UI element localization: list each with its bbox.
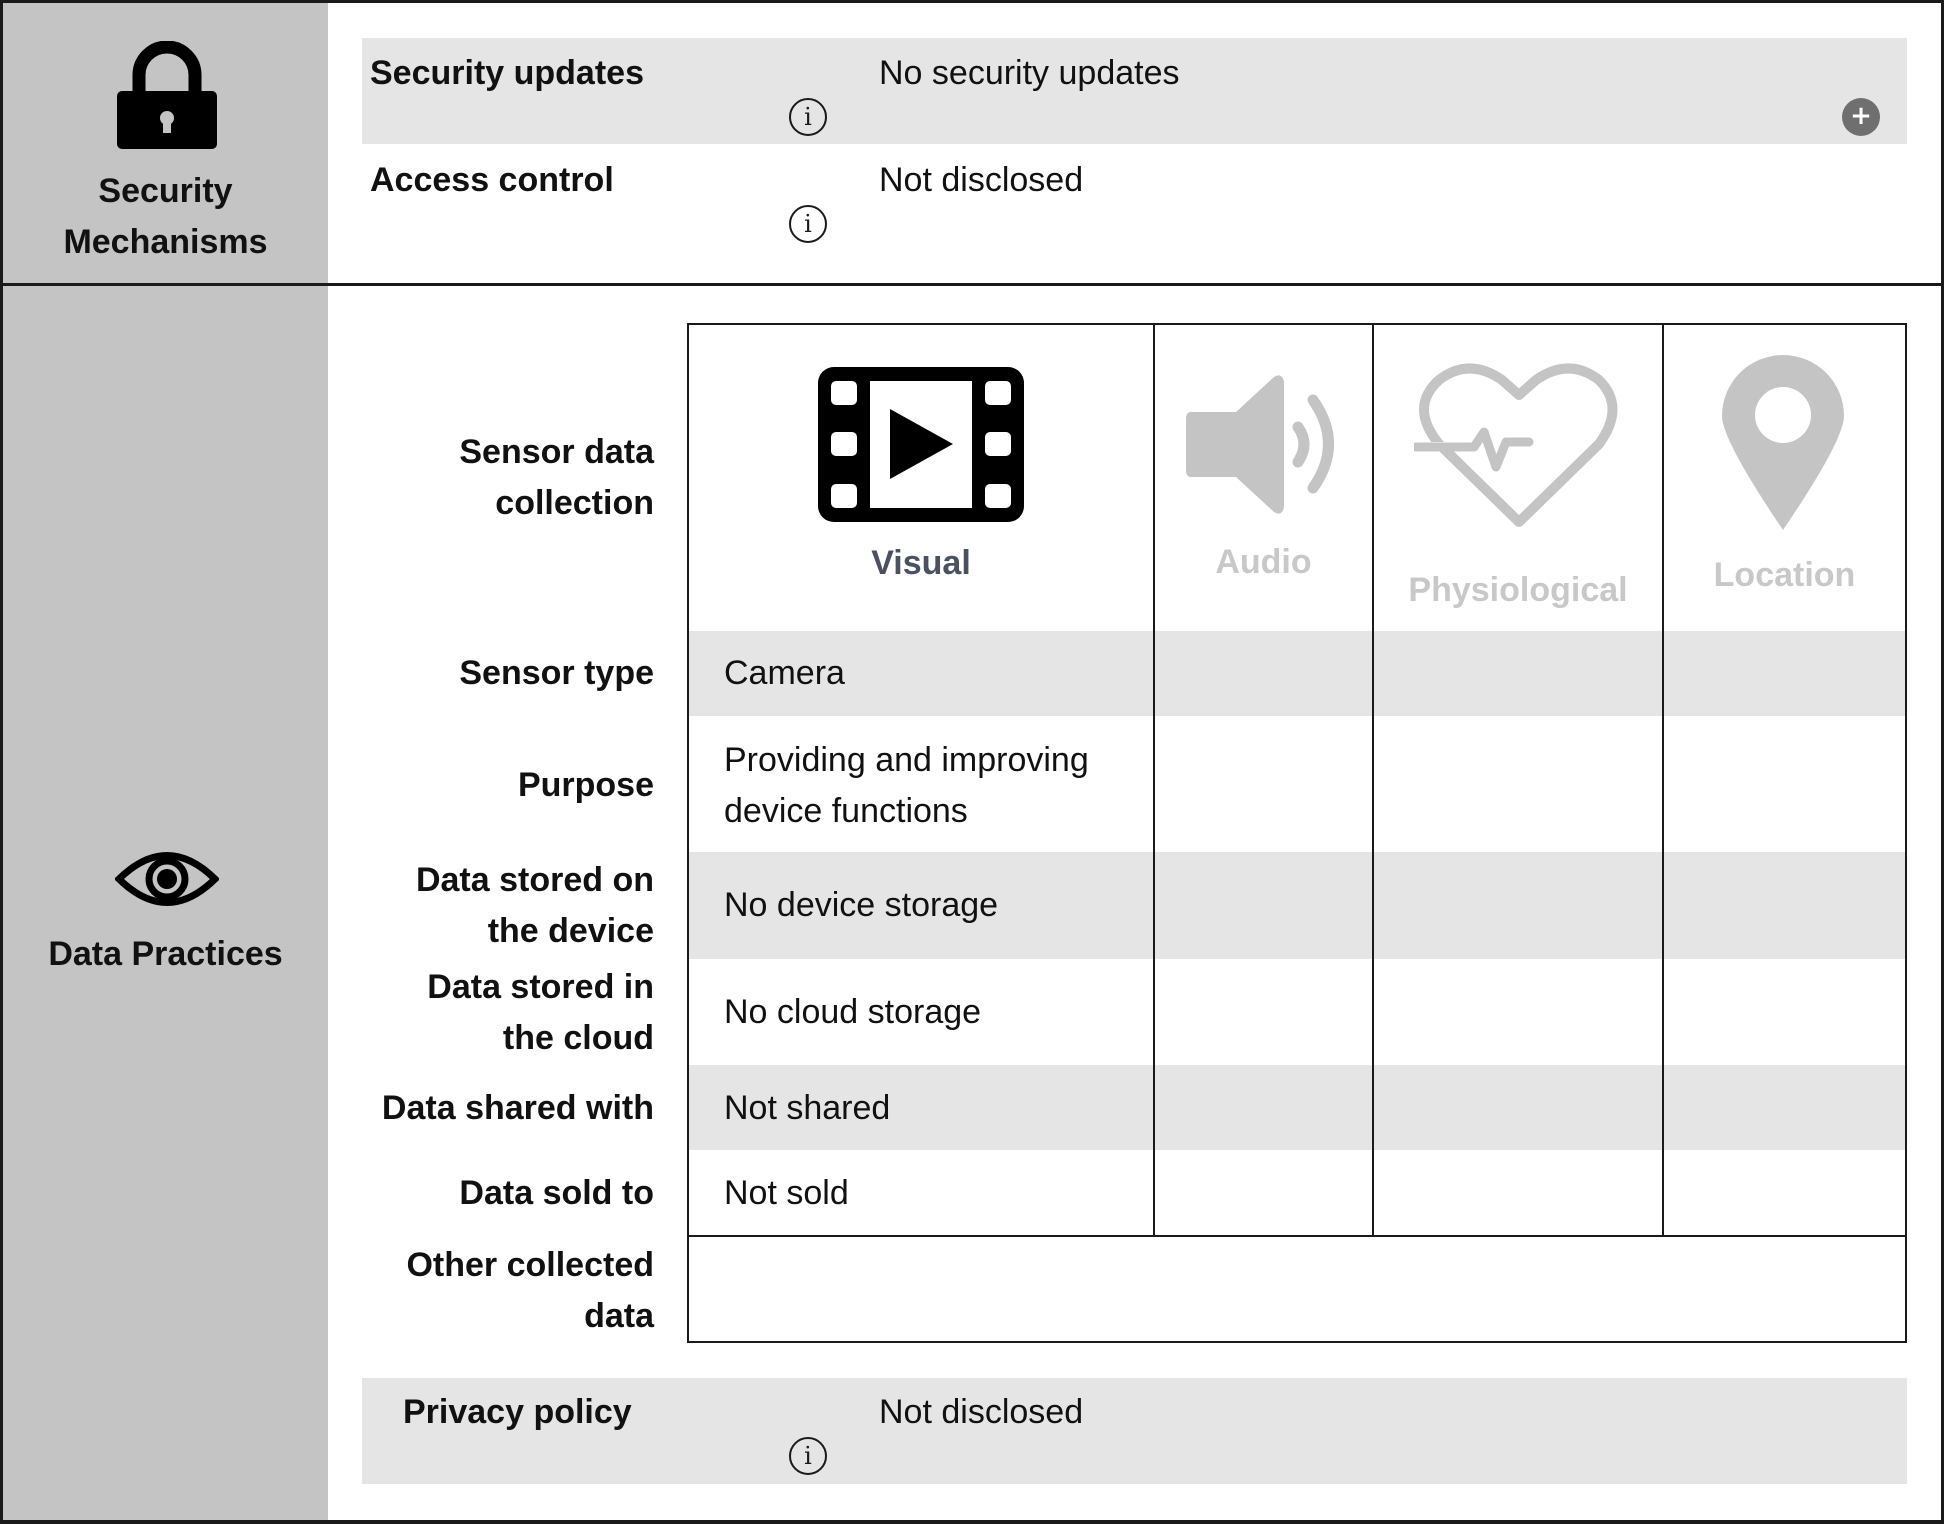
security-mechanisms-title: Security Mechanisms [63, 172, 268, 261]
visual-sensor-type-value: Camera [724, 654, 845, 692]
speaker-icon [1186, 372, 1341, 517]
data-sold-to-label: Data sold to [459, 1174, 654, 1212]
location-pin-icon [1722, 355, 1844, 530]
data-practices-sidebar [3, 286, 328, 1520]
sensor-data-collection-label: Sensor data collection [459, 433, 654, 522]
audio-category-label: Audio [1215, 543, 1312, 581]
lock-icon [115, 41, 219, 151]
privacy-policy-label: Privacy policy [403, 1393, 632, 1431]
eye-icon [115, 844, 219, 914]
film-play-icon [818, 367, 1024, 522]
data-practices-title: Data Practices [48, 935, 283, 973]
physiological-category-label: Physiological [1408, 571, 1628, 609]
visual-stored-device-value: No device storage [724, 886, 999, 924]
table-column-divider [1372, 325, 1374, 1237]
sensor-type-label: Sensor type [459, 654, 654, 692]
security-mechanisms-sidebar [3, 3, 328, 283]
heart-pulse-icon [1414, 362, 1624, 527]
visual-sold-to-value: Not sold [724, 1174, 849, 1212]
visual-stored-cloud-value: No cloud storage [724, 993, 982, 1031]
access-control-label: Access control [370, 161, 614, 199]
security-updates-value: No security updates [879, 54, 1180, 92]
security-updates-label: Security updates [370, 54, 644, 92]
data-shared-with-label: Data shared with [381, 1089, 654, 1127]
table-column-divider [1153, 325, 1155, 1237]
access-control-value: Not disclosed [879, 161, 1084, 199]
table-column-divider [1662, 325, 1664, 1237]
table-row-divider [689, 1235, 1905, 1237]
visual-purpose-value: Providing and improving device functions [724, 741, 1089, 830]
visual-category-label: Visual [871, 544, 971, 582]
data-stored-cloud-label: Data stored in the cloud [427, 968, 654, 1057]
security-updates-info-icon[interactable]: i [789, 98, 827, 136]
access-control-info-icon[interactable]: i [789, 205, 827, 243]
privacy-policy-value: Not disclosed [879, 1393, 1084, 1431]
other-collected-data-label: Other collected data [406, 1246, 654, 1335]
security-updates-expand-button[interactable]: + [1842, 98, 1880, 136]
privacy-policy-info-icon[interactable]: i [789, 1437, 827, 1475]
purpose-label: Purpose [517, 766, 654, 804]
data-stored-device-label: Data stored on the device [415, 861, 654, 950]
location-category-label: Location [1713, 556, 1856, 594]
visual-shared-with-value: Not shared [724, 1089, 891, 1127]
